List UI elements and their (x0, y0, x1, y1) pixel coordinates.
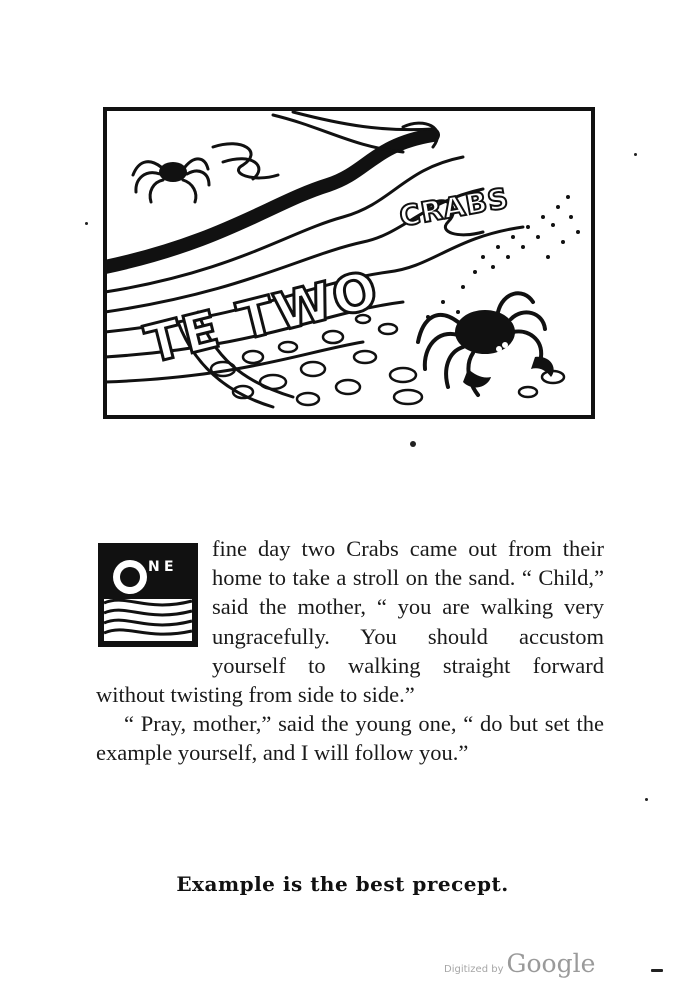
ink-speck (651, 969, 663, 972)
svg-text:N: N (148, 559, 160, 575)
google-logo: Google (506, 949, 596, 978)
ink-speck (85, 222, 88, 225)
watermark-prefix: Digitized by (444, 964, 504, 975)
fable-text (96, 534, 604, 768)
ink-speck (634, 153, 637, 156)
paragraph-1: fine day two Crabs came out from their home to take a stroll on the sand. “ Child,” said the mother, “ you are walking very ungracefully. You should accustom yourself to walking straight forward without twisting from side to side.” (96, 536, 604, 708)
illustration-title-crabs: CRABS (397, 181, 512, 234)
drop-cap-one (96, 541, 200, 649)
digitized-watermark (444, 949, 595, 978)
paragraph-2: “ Pray, mother,” said the young one, “ do but set the example yourself, and I will follow you.” (96, 711, 604, 766)
ink-speck (645, 798, 648, 801)
moral-line: Example is the best precept. (176, 872, 509, 896)
ink-speck (410, 441, 416, 447)
svg-text:E: E (164, 559, 174, 575)
title-illustration (103, 107, 595, 419)
illustration-title-te-two: TE TWO (139, 259, 386, 376)
